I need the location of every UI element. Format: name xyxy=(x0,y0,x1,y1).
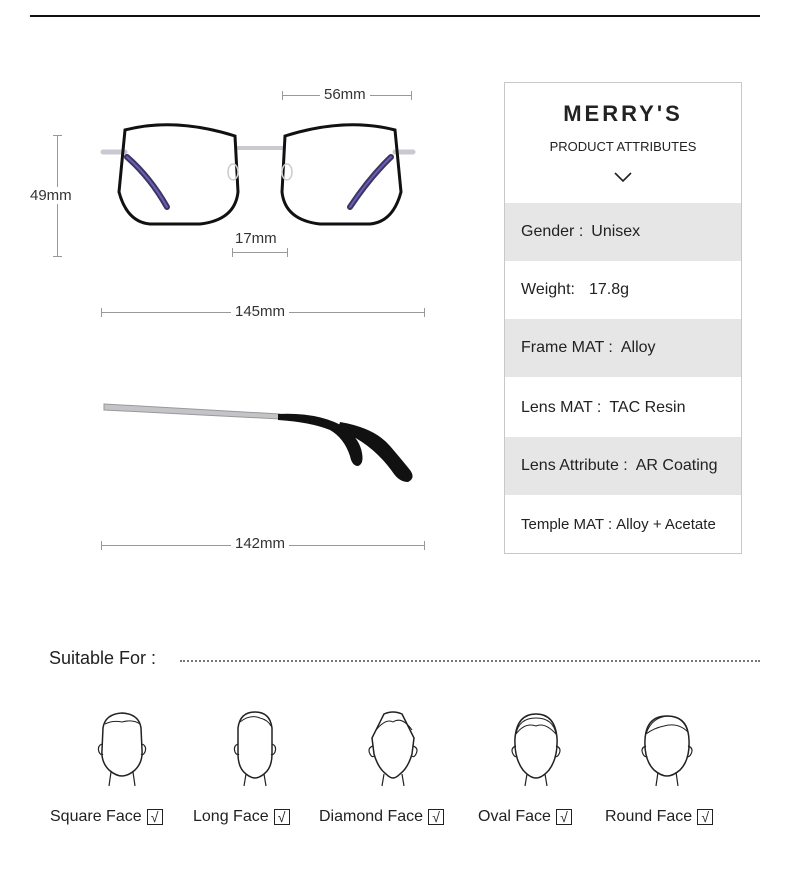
frame-width-label: 145mm xyxy=(231,303,289,320)
attr-value: AR Coating xyxy=(635,457,718,474)
attr-row-temple-mat xyxy=(505,495,741,553)
long-face-icon xyxy=(226,708,284,788)
diamond-face-icon xyxy=(362,708,424,788)
face-label-text: Square Face xyxy=(50,808,142,825)
top-divider xyxy=(30,15,760,17)
check-icon: √ xyxy=(428,809,444,825)
attr-row-lens-mat xyxy=(505,379,741,437)
face-label-diamond xyxy=(319,808,444,826)
temple-length-label: 142mm xyxy=(231,535,289,552)
attr-value: 17.8g xyxy=(588,281,629,298)
glasses-front-icon xyxy=(95,112,425,242)
attr-value: Alloy + Acetate xyxy=(616,515,716,533)
attr-label: Weight: xyxy=(521,281,575,298)
round-face-icon xyxy=(636,708,698,788)
bridge-tick-right xyxy=(287,248,288,257)
lens-width-tick-left xyxy=(282,91,283,100)
dotted-divider xyxy=(180,660,760,662)
bridge-line xyxy=(232,252,288,253)
frame-width-tick-right xyxy=(424,308,425,317)
face-label-round xyxy=(605,808,713,826)
attr-value: Alloy xyxy=(620,339,656,356)
attr-row-gender xyxy=(505,203,741,261)
frame-width-tick-left xyxy=(101,308,102,317)
attr-value: Unisex xyxy=(591,223,641,240)
attr-row-frame-mat xyxy=(505,319,741,377)
check-icon: √ xyxy=(274,809,290,825)
attr-label: Gender : xyxy=(521,223,584,240)
check-icon: √ xyxy=(556,809,572,825)
lens-height-label: 49mm xyxy=(26,187,76,204)
attr-label: Frame MAT : xyxy=(521,339,613,356)
panel-subtitle: PRODUCT ATTRIBUTES xyxy=(549,139,697,154)
glasses-side-icon xyxy=(100,398,420,493)
attr-label: Temple MAT : xyxy=(521,515,613,533)
lens-width-tick-right xyxy=(411,91,412,100)
lens-height-tick-bottom xyxy=(53,256,62,257)
suitable-for-title: Suitable For : xyxy=(49,648,157,668)
attr-label: Lens MAT : xyxy=(521,399,602,416)
attr-label: Lens Attribute : xyxy=(521,457,628,474)
lens-height-tick-top xyxy=(53,135,62,136)
check-icon: √ xyxy=(697,809,713,825)
face-label-text: Long Face xyxy=(193,808,269,825)
oval-face-icon xyxy=(505,708,567,788)
temple-length-tick-right xyxy=(424,541,425,550)
attr-row-weight xyxy=(505,261,741,319)
brand-logo: MERRY'S xyxy=(563,101,683,126)
product-attributes-panel xyxy=(504,82,742,554)
face-label-long xyxy=(193,808,290,826)
lens-width-label: 56mm xyxy=(320,86,370,103)
bridge-tick-left xyxy=(232,248,233,257)
attr-row-lens-attribute xyxy=(505,437,741,495)
square-face-icon xyxy=(93,708,151,788)
face-label-square xyxy=(50,808,163,826)
chevron-down-icon xyxy=(614,171,632,183)
face-label-text: Round Face xyxy=(605,808,693,825)
check-icon: √ xyxy=(147,809,163,825)
temple-length-tick-left xyxy=(101,541,102,550)
face-label-text: Oval Face xyxy=(478,808,551,825)
attr-value: TAC Resin xyxy=(609,399,686,416)
face-label-text: Diamond Face xyxy=(319,808,424,825)
face-label-oval xyxy=(478,808,572,826)
bridge-label: 17mm xyxy=(231,230,281,247)
